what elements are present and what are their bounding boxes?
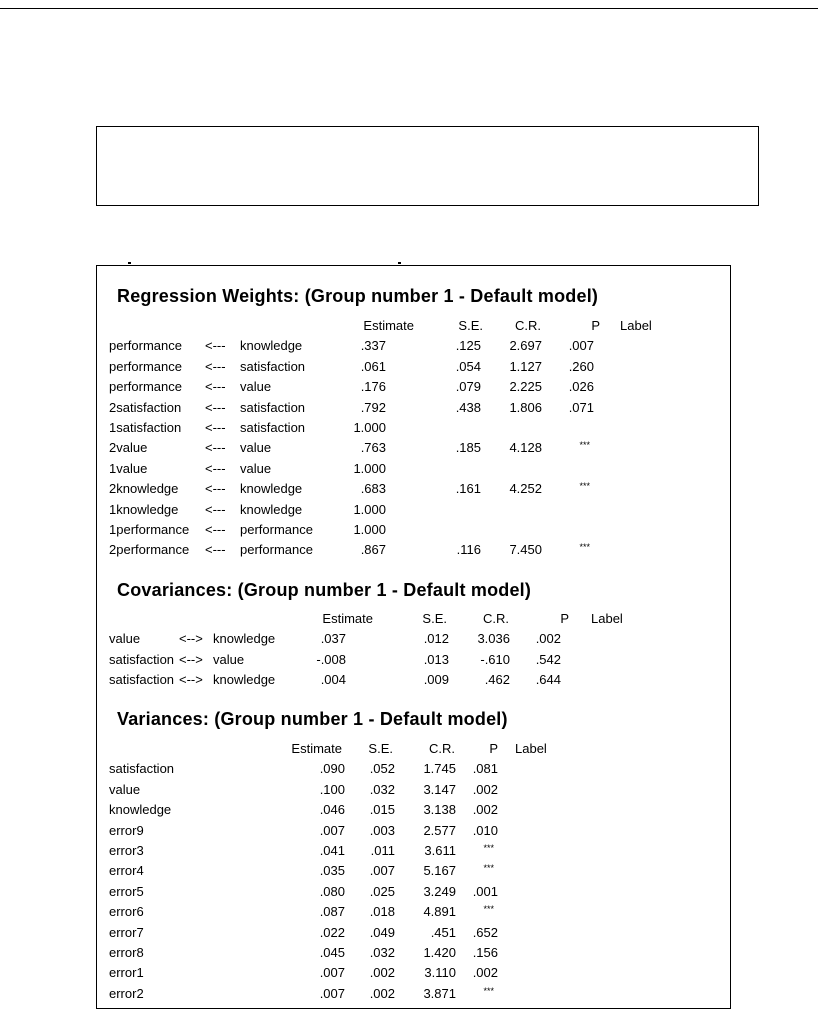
cell-se: .438: [455, 399, 481, 415]
column-header: S.E.: [458, 318, 483, 333]
cell-se: .012: [423, 631, 449, 647]
cell-p: .644: [535, 672, 561, 688]
row-b: knowledge: [213, 672, 276, 688]
table-row: [109, 984, 709, 1004]
cell-cr: 1.127: [509, 358, 542, 374]
row-arrow: <---: [205, 440, 226, 456]
column-header: Estimate: [291, 741, 342, 756]
cell-p: .010: [472, 822, 498, 838]
table-header-row: [109, 609, 709, 629]
table-row: [109, 943, 709, 963]
row-v: error2: [109, 985, 144, 1001]
cell-est: .100: [319, 781, 345, 797]
cell-se: .054: [455, 358, 481, 374]
row-dv: 2satisfaction: [109, 399, 182, 415]
cell-cr: 2.697: [509, 338, 542, 354]
variances-title: Variances: (Group number 1 - Default model): [117, 709, 508, 729]
cell-cr: -.610: [480, 651, 510, 667]
cell-est: 1.000: [353, 419, 386, 435]
column-header: C.R.: [483, 611, 509, 626]
table-row: [109, 377, 709, 397]
cell-p: ***: [483, 863, 494, 874]
cell-se: .013: [423, 651, 449, 667]
row-dv: 1value: [109, 460, 148, 476]
table-row: [109, 479, 709, 499]
row-v: error6: [109, 904, 144, 920]
cell-est: .763: [360, 440, 386, 456]
cell-est: .046: [319, 802, 345, 818]
column-header: S.E.: [368, 741, 393, 756]
cell-est: .007: [319, 985, 345, 1001]
column-header: Label: [620, 318, 652, 333]
row-arrow: <---: [205, 358, 226, 374]
cell-se: .125: [455, 338, 481, 354]
cell-se: .003: [369, 822, 395, 838]
cell-est: .176: [360, 379, 386, 395]
column-header: P: [591, 318, 600, 333]
cell-est: .007: [319, 822, 345, 838]
row-arrow: <---: [205, 338, 226, 354]
row-v: error4: [109, 863, 144, 879]
cell-est: .022: [319, 924, 345, 940]
cell-p: .002: [472, 781, 498, 797]
row-arrow: <---: [205, 542, 226, 558]
cell-se: .007: [369, 863, 395, 879]
row-dv: 1performance: [109, 521, 190, 537]
table-header-row: [109, 739, 709, 759]
column-header: C.R.: [515, 318, 541, 333]
row-v: error7: [109, 924, 144, 940]
column-header: S.E.: [422, 611, 447, 626]
row-dv: 1satisfaction: [109, 419, 182, 435]
row-v: error9: [109, 822, 144, 838]
table-row: [109, 923, 709, 943]
cell-cr: 7.450: [509, 542, 542, 558]
row-dv: 2performance: [109, 542, 190, 558]
table-header-row: [109, 316, 709, 336]
row-iv: satisfaction: [240, 358, 306, 374]
table-row: [109, 963, 709, 983]
table-row: [109, 520, 709, 540]
cell-se: .049: [369, 924, 395, 940]
cell-cr: 1.806: [509, 399, 542, 415]
cell-se: .002: [369, 965, 395, 981]
table-row: [109, 438, 709, 458]
row-v: satisfaction: [109, 761, 175, 777]
cell-est: .080: [319, 883, 345, 899]
covariances-title: Covariances: (Group number 1 - Default model): [117, 580, 532, 600]
cell-est: .090: [319, 761, 345, 777]
cell-se: .161: [455, 481, 481, 497]
cell-p: .001: [472, 883, 498, 899]
cell-p: ***: [483, 842, 494, 853]
row-dv: performance: [109, 338, 182, 354]
cell-se: .185: [455, 440, 481, 456]
row-b: knowledge: [213, 631, 276, 647]
column-header: P: [489, 741, 498, 756]
table-row: [109, 629, 709, 649]
row-dv: performance: [109, 379, 182, 395]
row-iv: satisfaction: [240, 419, 306, 435]
cell-p: .542: [535, 651, 561, 667]
cell-cr: 5.167: [423, 863, 456, 879]
row-arrow: <---: [205, 399, 226, 415]
tick-mark: [398, 262, 401, 264]
table-row: [109, 780, 709, 800]
table-row: [109, 861, 709, 881]
cell-cr: 3.036: [477, 631, 510, 647]
cell-p: .026: [568, 379, 594, 395]
row-iv: knowledge: [240, 481, 303, 497]
cell-cr: 2.225: [509, 379, 542, 395]
table-row: [109, 398, 709, 418]
column-header: Estimate: [322, 611, 373, 626]
row-arrow: <---: [205, 481, 226, 497]
row-arrow: <---: [205, 419, 226, 435]
cell-p: .081: [472, 761, 498, 777]
cell-est: .087: [319, 904, 345, 920]
cell-cr: 3.871: [423, 985, 456, 1001]
cell-est: -.008: [316, 651, 346, 667]
row-arrow: <-->: [179, 651, 203, 667]
row-dv: 2value: [109, 440, 148, 456]
cell-est: .041: [319, 842, 345, 858]
tick-mark: [128, 262, 131, 264]
covariances-table: [109, 609, 709, 691]
table-row: [109, 418, 709, 438]
cell-est: .061: [360, 358, 386, 374]
table-row: [109, 336, 709, 356]
cell-est: 1.000: [353, 460, 386, 476]
cell-est: .037: [320, 631, 346, 647]
cell-se: .032: [369, 944, 395, 960]
column-header: Label: [591, 611, 623, 626]
cell-se: .015: [369, 802, 395, 818]
cell-p: .002: [535, 631, 561, 647]
cell-cr: 1.745: [423, 761, 456, 777]
row-iv: performance: [240, 542, 313, 558]
row-a: value: [109, 631, 141, 647]
row-v: error5: [109, 883, 144, 899]
cell-p: .002: [472, 802, 498, 818]
cell-p: ***: [483, 985, 494, 996]
table-row: [109, 759, 709, 779]
cell-se: .018: [369, 904, 395, 920]
regression-table: [109, 316, 709, 561]
row-dv: performance: [109, 358, 182, 374]
cell-cr: .451: [430, 924, 456, 940]
column-header: Label: [515, 741, 547, 756]
cell-cr: 2.577: [423, 822, 456, 838]
cell-est: .337: [360, 338, 386, 354]
cell-cr: 3.110: [424, 965, 456, 981]
row-arrow: <---: [205, 460, 226, 476]
row-arrow: <---: [205, 501, 226, 517]
row-dv: 2knowledge: [109, 481, 179, 497]
cell-se: .009: [423, 672, 449, 688]
cell-est: .007: [319, 965, 345, 981]
regression-title: Regression Weights: (Group number 1 - Default model): [117, 286, 599, 306]
row-arrow: <---: [205, 521, 226, 537]
cell-est: .035: [319, 863, 345, 879]
empty-text-box: [96, 126, 759, 206]
cell-cr: .462: [484, 672, 510, 688]
cell-se: .011: [370, 842, 395, 858]
table-row: [109, 821, 709, 841]
cell-cr: 4.252: [509, 481, 542, 497]
cell-cr: 1.420: [423, 944, 456, 960]
row-dv: 1knowledge: [109, 501, 179, 517]
cell-p: .156: [472, 944, 498, 960]
cell-se: .052: [369, 761, 395, 777]
table-row: [109, 882, 709, 902]
table-row: [109, 357, 709, 377]
cell-p: ***: [579, 440, 590, 451]
cell-cr: 3.147: [423, 781, 456, 797]
row-iv: knowledge: [240, 501, 303, 517]
cell-p: ***: [579, 481, 590, 492]
row-v: knowledge: [109, 802, 172, 818]
cell-est: .683: [360, 481, 386, 497]
cell-p: ***: [483, 904, 494, 915]
row-v: value: [109, 781, 141, 797]
cell-se: .032: [369, 781, 395, 797]
cell-est: .045: [319, 944, 345, 960]
row-iv: value: [240, 460, 272, 476]
table-row: [109, 800, 709, 820]
row-b: value: [213, 651, 245, 667]
cell-est: .792: [360, 399, 386, 415]
cell-p: .260: [568, 358, 594, 374]
row-arrow: <-->: [179, 672, 203, 688]
row-v: error8: [109, 944, 144, 960]
table-row: [109, 459, 709, 479]
cell-se: .002: [369, 985, 395, 1001]
variances-table: [109, 739, 709, 1004]
row-arrow: <-->: [179, 631, 203, 647]
column-header: P: [560, 611, 569, 626]
row-iv: satisfaction: [240, 399, 306, 415]
cell-est: 1.000: [353, 521, 386, 537]
column-header: C.R.: [429, 741, 455, 756]
cell-se: .079: [455, 379, 481, 395]
cell-est: 1.000: [353, 501, 386, 517]
row-a: satisfaction: [109, 651, 175, 667]
table-row: [109, 670, 709, 690]
cell-p: .071: [568, 399, 594, 415]
cell-se: .116: [456, 542, 481, 558]
top-rule: [0, 8, 818, 9]
row-iv: knowledge: [240, 338, 303, 354]
table-row: [109, 841, 709, 861]
table-row: [109, 500, 709, 520]
cell-est: .867: [360, 542, 386, 558]
row-arrow: <---: [205, 379, 226, 395]
cell-p: ***: [579, 542, 590, 553]
cell-p: .007: [568, 338, 594, 354]
row-a: satisfaction: [109, 672, 175, 688]
row-v: error1: [109, 965, 144, 981]
cell-cr: 3.249: [423, 883, 456, 899]
row-iv: value: [240, 440, 272, 456]
row-iv: value: [240, 379, 272, 395]
cell-cr: 3.611: [424, 842, 456, 858]
row-v: error3: [109, 842, 144, 858]
cell-cr: 3.138: [423, 802, 456, 818]
cell-p: .002: [472, 965, 498, 981]
table-row: [109, 902, 709, 922]
cell-se: .025: [369, 883, 395, 899]
table-row: [109, 650, 709, 670]
cell-cr: 4.891: [423, 904, 456, 920]
cell-cr: 4.128: [509, 440, 542, 456]
column-header: Estimate: [363, 318, 414, 333]
cell-p: .652: [472, 924, 498, 940]
row-iv: performance: [240, 521, 313, 537]
cell-est: .004: [320, 672, 346, 688]
table-row: [109, 540, 709, 560]
